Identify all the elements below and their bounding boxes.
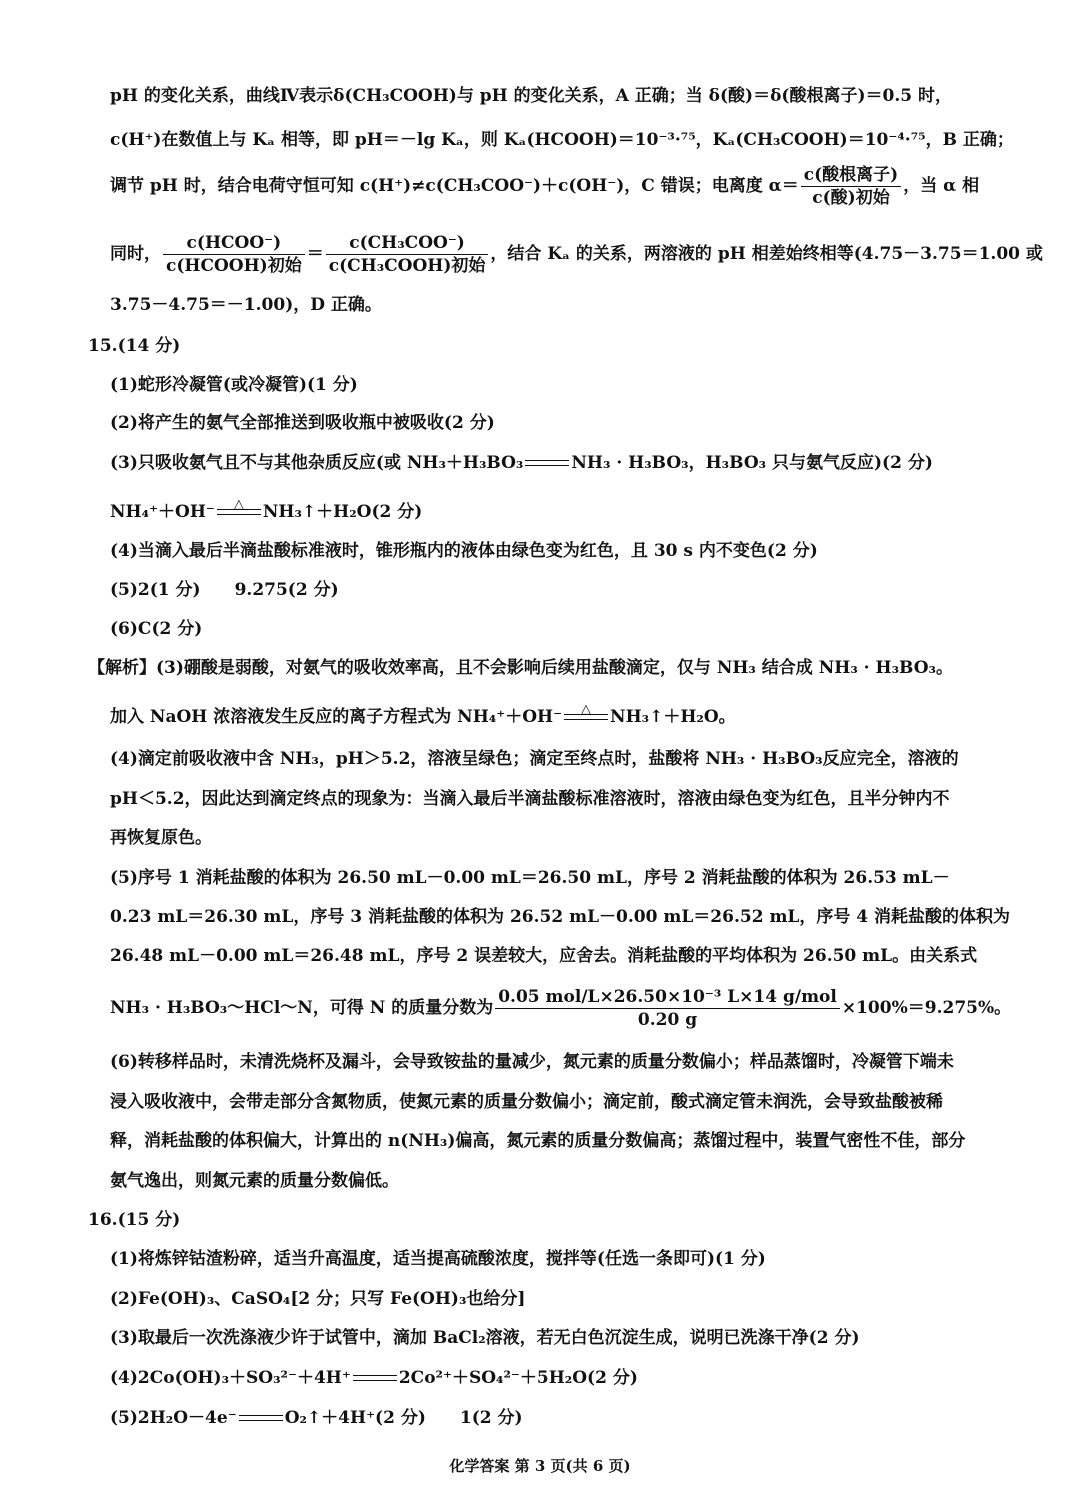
- analysis-line: 0.23 mL＝26.30 mL，序号 3 消耗盐酸的体积为 26.52 mL－0.00 mL＝26.52 mL，序号 4 消耗盐酸的体积为: [110, 907, 1011, 927]
- question-heading: 16.(15 分): [88, 1210, 181, 1230]
- analysis-line: (6)转移样品时，未清洗烧杯及漏斗，会导致铵盐的量减少，氮元素的质量分数偏小；样品蒸馏时，冷凝管下端未: [110, 1052, 954, 1072]
- answer-line: (4)当滴入最后半滴盐酸标准液时，锥形瓶内的液体由绿色变为红色，且 30 s 内不变色(2 分): [110, 541, 818, 561]
- analysis-line: (5)序号 1 消耗盐酸的体积为 26.50 mL－0.00 mL＝26.50 mL，序号 2 消耗盐酸的体积为 26.53 mL－: [110, 868, 950, 888]
- fraction-numerator: c(CH₃COO⁻): [349, 233, 465, 253]
- text-line: [110, 231, 1043, 277]
- fraction-denominator: c(HCOOH)初始: [163, 254, 305, 276]
- answer-line: (3)取最后一次洗涤液少许于试管中，滴加 BaCl₂溶液，若无白色沉淀生成，说明已洗涤干净(2 分): [110, 1328, 860, 1348]
- answer-line: [110, 1366, 994, 1390]
- analysis-line: [110, 985, 1012, 1031]
- text-run: (3)硼酸是弱酸，对氨气的吸收效率高，且不会影响后续用盐酸滴定，仅与 NH₃ 结合成 NH₃ · H₃BO₃。: [156, 658, 953, 678]
- analysis-line: [88, 656, 994, 680]
- text-run: NH₃ · H₃BO₃～HCl～N，可得 N 的质量分数为: [110, 998, 494, 1018]
- reaction-equals-sign-heat: [564, 701, 608, 723]
- fraction-denominator: 0.20 g: [495, 1008, 840, 1030]
- text-run: (4)2Co(OH)₃＋SO₃²⁻＋4H⁺: [110, 1368, 351, 1388]
- reaction-equals-sign: [353, 1374, 397, 1384]
- analysis-line: pH＜5.2，因此达到滴定终点的现象为：当滴入最后半滴盐酸标准溶液时，溶液由绿色变为红色，且半分钟内不: [110, 789, 950, 809]
- text-run: ＝: [306, 244, 324, 264]
- text-run: ，当 α 相: [903, 176, 980, 196]
- fraction: [326, 233, 489, 276]
- text-line: pH 的变化关系，曲线Ⅳ表示δ(CH₃COOH)与 pH 的变化关系，A 正确；当 δ(酸)＝δ(酸根离子)＝0.5 时，: [110, 86, 952, 106]
- answer-line: (5)2(1 分) 9.275(2 分): [110, 580, 339, 600]
- text-run: O₂↑＋4H⁺(2 分) 1(2 分): [284, 1408, 523, 1428]
- analysis-label: 【解析】: [88, 658, 156, 678]
- analysis-line: 浸入吸收液中，会带走部分含氮物质，使氮元素的质量分数偏小；滴定前，酸式滴定管未润洗，会导致盐酸被稀: [110, 1092, 943, 1112]
- text-run: 同时，: [110, 244, 161, 264]
- reaction-equals-sign-heat: [217, 496, 261, 518]
- fraction-denominator: c(酸)初始: [801, 186, 901, 208]
- heat-symbol: △: [233, 496, 244, 512]
- answer-line: (6)C(2 分): [110, 619, 203, 639]
- fraction-numerator: 0.05 mol/L×26.50×10⁻³ L×14 g/mol: [498, 987, 837, 1007]
- analysis-line: 释，消耗盐酸的体积偏大，计算出的 n(NH₃)偏高，氮元素的质量分数偏高；蒸馏过程中，装置气密性不佳，部分: [110, 1131, 966, 1151]
- heat-symbol: △: [581, 701, 592, 717]
- answer-line: [110, 451, 994, 475]
- text-run: NH₃ · H₃BO₃，H₃BO₃ 只与氨气反应)(2 分): [571, 453, 933, 473]
- answer-line: (1)蛇形冷凝管(或冷凝管)(1 分): [110, 375, 358, 395]
- text-run: NH₃↑＋H₂O(2 分): [262, 502, 423, 522]
- question-heading: 15.(14 分): [88, 336, 181, 356]
- answer-line: (2)将产生的氨气全部推送到吸收瓶中被吸收(2 分): [110, 413, 495, 433]
- text-run: ×100%＝9.275%。: [841, 998, 1012, 1018]
- analysis-line: (4)滴定前吸收液中含 NH₃，pH＞5.2，溶液呈绿色；滴定至终点时，盐酸将 NH₃ · H₃BO₃反应完全，溶液的: [110, 749, 959, 769]
- text-run: (3)只吸收氨气且不与其他杂质反应(或 NH₃＋H₃BO₃: [110, 453, 524, 473]
- analysis-line: 再恢复原色。: [110, 828, 212, 848]
- answer-line: [110, 1406, 994, 1430]
- text-line: 3.75－4.75＝－1.00)，D 正确。: [110, 295, 382, 315]
- text-run: ，结合 Kₐ 的关系，两溶液的 pH 相差始终相等(4.75－3.75＝1.00 或: [490, 244, 1043, 264]
- text-run: 加入 NaOH 浓溶液发生反应的离子方程式为 NH₄⁺＋OH⁻: [110, 707, 563, 727]
- answer-line: (2)Fe(OH)₃、CaSO₄[2 分；只写 Fe(OH)₃也给分]: [110, 1289, 526, 1309]
- text-run: NH₃↑＋H₂O。: [610, 707, 736, 727]
- text-run: (5)2H₂O－4e⁻: [110, 1408, 237, 1428]
- fraction-denominator: c(CH₃COOH)初始: [326, 254, 489, 276]
- fraction: [495, 987, 840, 1030]
- text-run: NH₄⁺＋OH⁻: [110, 502, 215, 522]
- reaction-equals-sign: [525, 459, 569, 469]
- text-line: c(H⁺)在数值上与 Kₐ 相等，即 pH＝－lg Kₐ，则 Kₐ(HCOOH)＝10⁻³·⁷⁵，Kₐ(CH₃COOH)＝10⁻⁴·⁷⁵，B 正确；: [110, 130, 1014, 150]
- analysis-line: [110, 701, 994, 729]
- analysis-line: 氨气逸出，则氮元素的质量分数偏低。: [110, 1171, 399, 1191]
- fraction: [163, 233, 305, 276]
- fraction-numerator: c(酸根离子): [803, 165, 899, 185]
- fraction: [801, 165, 901, 208]
- answer-line: (1)将炼锌钴渣粉碎，适当升高温度，适当提高硫酸浓度，搅拌等(任选一条即可)(1 分): [110, 1249, 766, 1269]
- page-footer: 化学答案 第 3 页(共 6 页): [449, 1457, 631, 1475]
- text-line: [110, 163, 994, 209]
- answer-line: [110, 496, 994, 524]
- reaction-equals-sign: [239, 1414, 283, 1424]
- analysis-line: 26.48 mL－0.00 mL＝26.48 mL，序号 2 误差较大，应舍去。消耗盐酸的平均体积为 26.50 mL。由关系式: [110, 946, 978, 966]
- fraction-numerator: c(HCOO⁻): [186, 233, 282, 253]
- text-run: 2Co²⁺＋SO₄²⁻＋5H₂O(2 分): [398, 1368, 638, 1388]
- text-run: 调节 pH 时，结合电荷守恒可知 c(H⁺)≠c(CH₃COO⁻)＋c(OH⁻)，C 错误；电离度 α＝: [110, 176, 799, 196]
